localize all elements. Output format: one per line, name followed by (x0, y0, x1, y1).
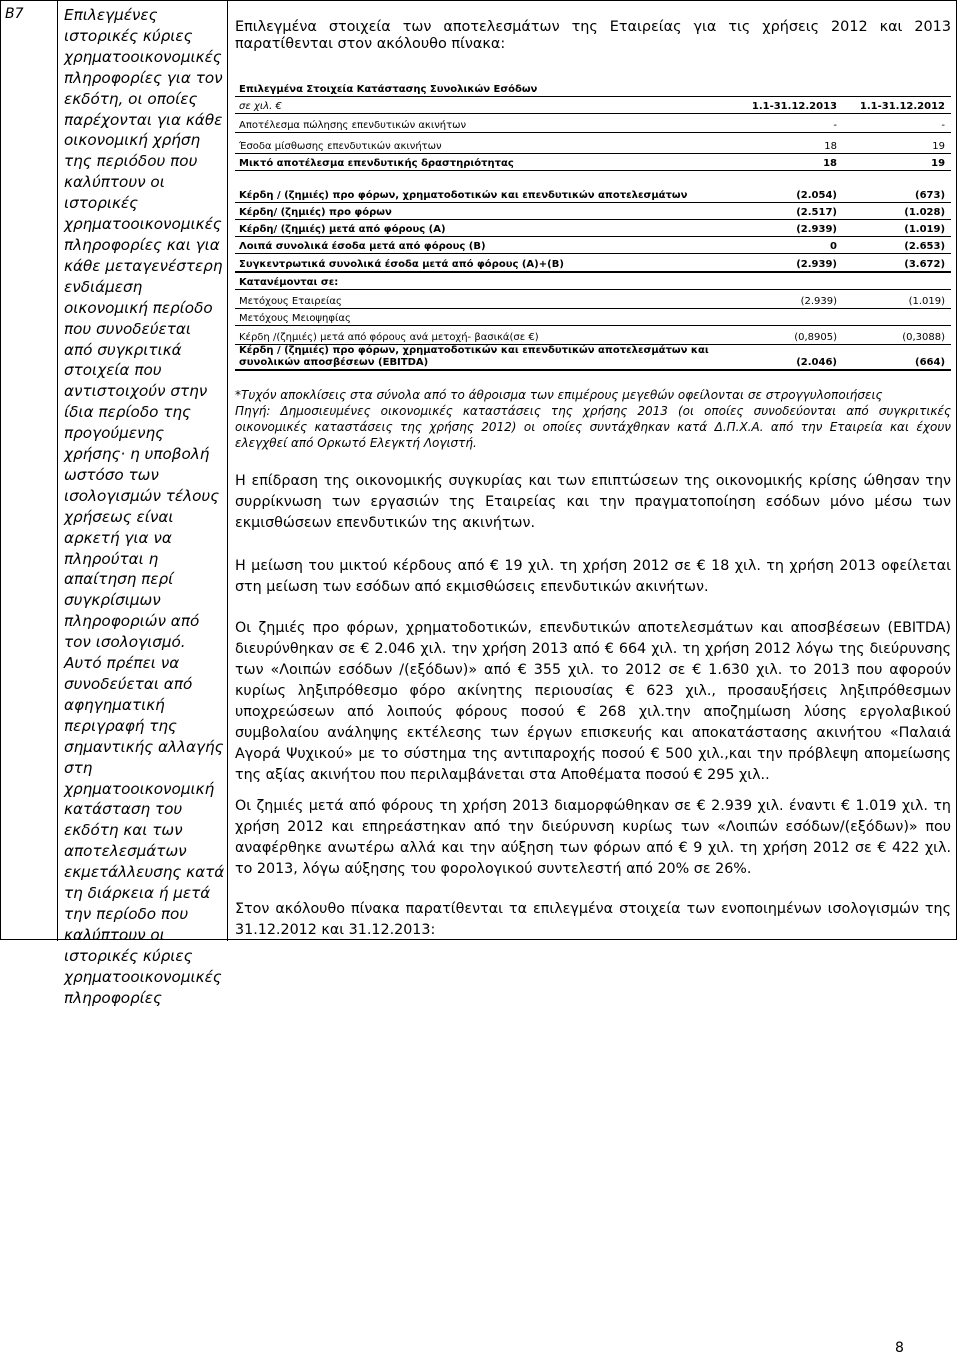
table-row (235, 113, 951, 132)
row-label: Λοιπά συνολικά έσοδα μετά από φόρους (Β) (235, 236, 735, 253)
value-2012: (0,3088) (843, 325, 951, 344)
value-2013: - (735, 113, 843, 132)
value-2013: (0,8905) (735, 325, 843, 344)
row-id: B7 (5, 6, 24, 22)
value-2012: (2.653) (843, 236, 951, 253)
value-2012: 19 (843, 153, 951, 170)
income-statement-table (235, 79, 951, 371)
value-2012: 19 (843, 132, 951, 153)
table-row (235, 236, 951, 253)
table-row (235, 325, 951, 344)
value-2013: (2.046) (735, 344, 843, 370)
value-2012: (3.672) (843, 253, 951, 272)
value-2012 (843, 308, 951, 325)
row-content-cell (235, 1, 951, 941)
row-title: Επιλεγμένες ιστορικές κύριες χρηματοοικονομικές πληροφορίες για τον εκδότη, οι οποίες παρέχονται για κάθε οικονομική χρήση της περιόδου που καλύπτουν οι ιστορικές χρηματοοικονομικές πληροφορίες και για κάθε μεταγενέστερη ενδιάμεση οικονομική περίοδο που συνοδεύεται από συγκριτικά στοιχεία που αντιστοιχούν στην ίδια περίοδο της προγούμενης χρήσης· η υποβολή ωστόσο των ισολογισμών τέλους χρήσεως είναι αρκετή για να πληρούται η απαίτηση περί συγκρίσιμων πληροφοριών από τον ισολογισμό. Αυτό πρέπει να συνοδεύεται από αφηγηματική περιγραφή της σημαντικής αλλαγής στη χρηματοοικονομική κατάσταση του εκδότη και των αποτελεσμάτων εκμετάλλευσης κατά τη διάρκεια ή μετά την περίοδο που καλύπτουν οι ιστορικές κύριες χρηματοοικονομικές πληροφορίες (64, 6, 225, 1007)
row-title-cell (58, 1, 228, 1007)
column-header-2012: 1.1-31.12.2012 (843, 96, 951, 113)
row-label: Μικτό αποτέλεσμα επενδυτικής δραστηριότητας (235, 153, 735, 170)
row-label: Κέρδη / (ζημιές) προ φόρων, χρηματοδοτικών και επενδυτικών αποτελεσμάτων και συνολικών αποσβέσεων (EBITDA) (235, 344, 735, 370)
paragraph-5: Στον ακόλουθο πίνακα παρατίθενται τα επιλεγμένα στοιχεία των ενοποιημένων ισολογισμών της 31.12.2012 και 31.12.2013: (235, 901, 951, 938)
table-row (235, 308, 951, 325)
value-2013: (2.939) (735, 253, 843, 272)
row-label: Έσοδα μίσθωσης επενδυτικών ακινήτων (235, 132, 735, 153)
row-id-cell (1, 1, 58, 941)
table-row (235, 170, 951, 202)
value-2013: (2.939) (735, 289, 843, 308)
value-2013: 0 (735, 236, 843, 253)
value-2013: 18 (735, 132, 843, 153)
table-row (235, 272, 951, 289)
paragraph-3: Οι ζημιές προ φόρων, χρηματοδοτικών, επενδυτικών αποτελεσμάτων και αποσβέσεων (EBITDA) διευρύνθηκαν σε € 2.046 χιλ. την χρήση 2013 από € 664 χιλ. τη χρήση 2012 λόγω της διεύρυνσης των «Λοιπών εσόδων /(εξόδων)» από € 355 χιλ. το 2012 σε € 1.630 χιλ. το 2013 που αφορούν κυρίως ληξιπρόθεσμο φόρο ακίνητης περιουσίας € 623 χιλ., προσαυξήσεις ληξιπρόθεσμων υποχρεώσεων από λοιπούς φόρους ποσού € 268 χιλ.την αποζημίωση λύσης εργολαβικού συμβολαίου ανάληψης εκτέλεσης των έργων επισκευής και αποκατάστασης ακινήτου «Παλαιά Αγορά Ψυχικού» με το σύστημα της αντιπαροχής ποσού € 500 χιλ.,και την πρόβλεψη απομείωσης της αξίας ακινήτου που περιλαμβάνεται στα Αποθέματα ποσού € 295 χιλ.. (235, 620, 951, 783)
value-2012: (1.028) (843, 202, 951, 219)
row-label: Κέρδη/ (ζημιές) μετά από φόρους (Α) (235, 219, 735, 236)
value-2013: (2.517) (735, 202, 843, 219)
row-label: Κέρδη / (ζημιές) προ φόρων, χρηματοδοτικών και επενδυτικών αποτελεσμάτων (235, 170, 735, 202)
table-title: Επιλεγμένα Στοιχεία Κατάστασης Συνολικών Εσόδων (235, 79, 951, 96)
row-label: Κέρδη /(ζημιές) μετά από φόρους ανά μετοχή- βασικά(σε €) (235, 325, 735, 344)
value-2012: (1.019) (843, 289, 951, 308)
table-row (235, 202, 951, 219)
row-label: Κατανέμονται σε: (235, 272, 735, 289)
table-row (235, 219, 951, 236)
column-header-2013: 1.1-31.12.2013 (735, 96, 843, 113)
paragraph-1: Η επίδραση της οικονομικής συγκυρίας και των επιπτώσεων της οικονομικής κρίσης ώθησαν την συρρίκνωση των εργασιών της Εταιρείας και την πραγματοποίηση εσόδων μόνο μέσω των εκμισθώσεων επενδυτικών της ακινήτων. (235, 473, 951, 531)
row-label: Αποτέλεσμα πώλησης επενδυτικών ακινήτων (235, 113, 735, 132)
value-2013 (735, 308, 843, 325)
table-row (235, 344, 951, 370)
value-2012: (1.019) (843, 219, 951, 236)
table-row (235, 153, 951, 170)
table-row (235, 289, 951, 308)
value-2013: (2.054) (735, 170, 843, 202)
value-2012 (843, 272, 951, 289)
value-2012: (664) (843, 344, 951, 370)
row-label: Κέρδη/ (ζημιές) προ φόρων (235, 202, 735, 219)
unit-label: σε χιλ. € (235, 96, 735, 113)
row-label: Συγκεντρωτικά συνολικά έσοδα μετά από φόρους (Α)+(Β) (235, 253, 735, 272)
row-label: Μετόχους Μειοψηφίας (235, 308, 735, 325)
paragraph-4: Οι ζημιές μετά από φόρους τη χρήση 2013 διαμορφώθηκαν σε € 2.939 χιλ. έναντι € 1.019 χιλ. τη χρήση 2012 και επηρεάστηκαν από την διεύρυνση κυρίως των «Λοιπών εσόδων/(εξόδων)» που αναφέρθηκε ανωτέρω αλλά και την αύξηση των φόρων από € 9 χιλ. τη χρήση 2012 σε € 422 χιλ. το 2013, λόγω αύξησης του φορολογικού συντελεστή από 20% σε 26%. (235, 798, 951, 877)
value-2013 (735, 272, 843, 289)
table-row (235, 253, 951, 272)
table-row (235, 132, 951, 153)
value-2013: 18 (735, 153, 843, 170)
value-2013: (2.939) (735, 219, 843, 236)
page-number: 8 (895, 1340, 904, 1356)
intro-text: Επιλεγμένα στοιχεία των αποτελεσμάτων της Εταιρείας για τις χρήσεις 2012 και 2013 παρατίθενται στον ακόλουθο πίνακα: (235, 19, 951, 52)
paragraph-2: Η μείωση του μικτού κέρδους από € 19 χιλ. τη χρήση 2012 σε € 18 χιλ. τη χρήση 2013 οφείλεται στη μείωση των εσόδων από εκμισθώσεις επενδυτικών ακινήτων. (235, 558, 951, 595)
row-label: Μετόχους Εταιρείας (235, 289, 735, 308)
value-2012: - (843, 113, 951, 132)
value-2012: (673) (843, 170, 951, 202)
table-footnote: *Τυχόν αποκλίσεις στα σύνολα από το άθροισμα των επιμέρους μεγεθών οφείλονται σε στρογγυλοποιήσεις Πηγή: Δημοσιευμένες οικονομικές καταστάσεις της χρήσης 2013 (οι οποίες συνοδεύονται από συγκριτικές οικονομικές καταστάσεις της χρήσης 2012) οι οποίες συντάχθηκαν κατά Δ.Π.Χ.Α. από την Εταιρεία και έχουν ελεγχθεί από Ορκωτό Ελεγκτή Λογιστή. (235, 388, 951, 450)
